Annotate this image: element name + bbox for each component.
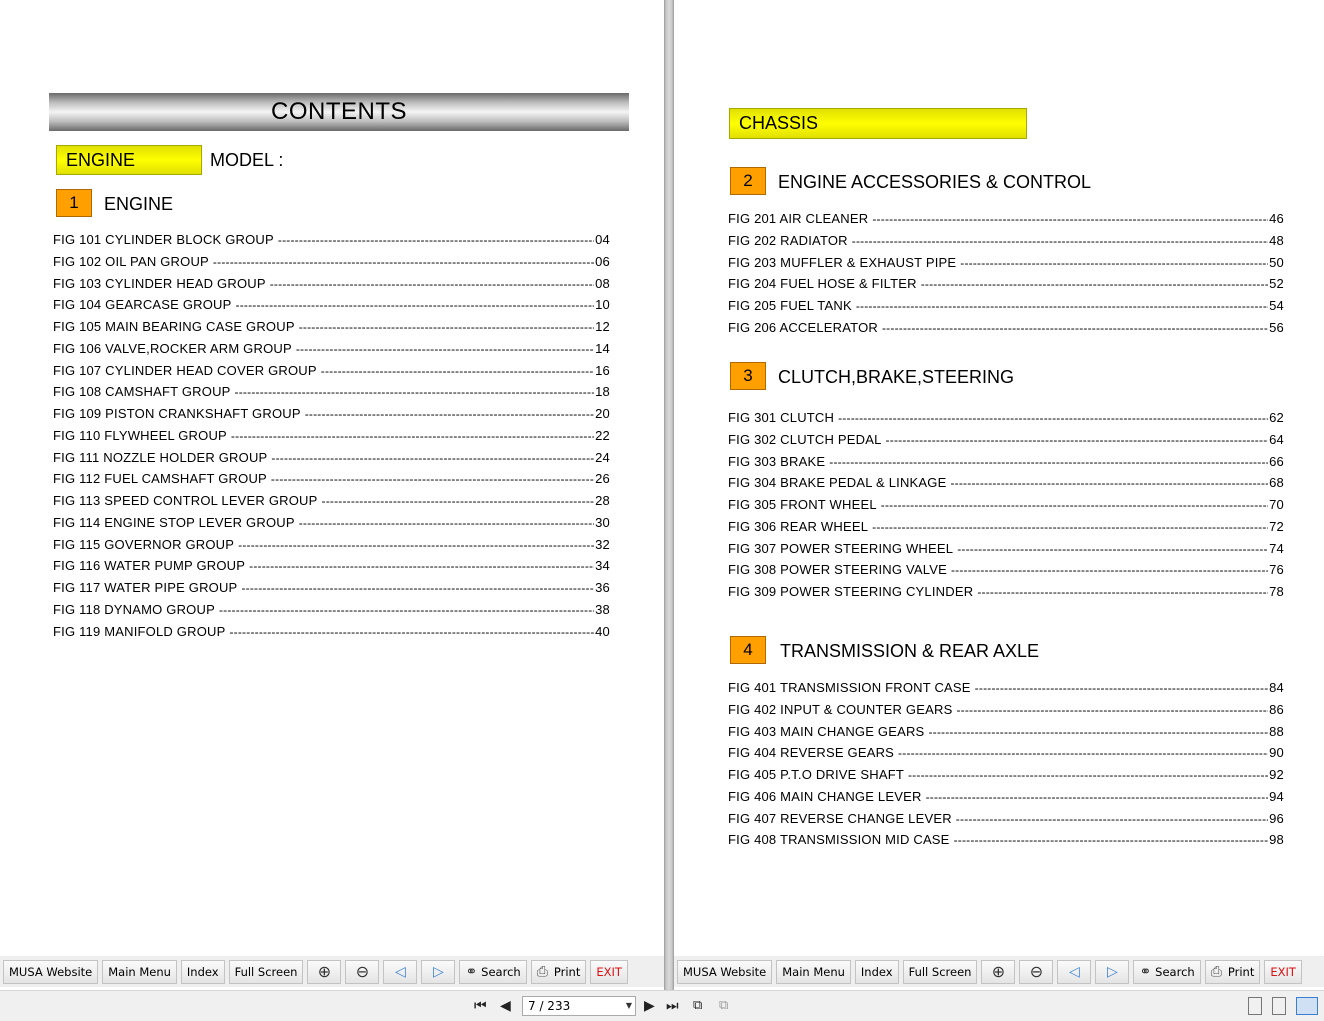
toc-entry-page: 30 bbox=[595, 514, 610, 530]
dot-leader bbox=[882, 320, 1268, 335]
toc-entry-page: 18 bbox=[595, 384, 610, 400]
section-title-clutch-brake-steering: CLUTCH,BRAKE,STEERING bbox=[778, 367, 1015, 387]
dot-leader bbox=[856, 298, 1268, 313]
toc-entry-label: FIG 301 CLUTCH bbox=[728, 410, 835, 425]
dot-leader bbox=[229, 624, 594, 639]
dot-leader bbox=[299, 319, 594, 334]
toc-entry-page: 24 bbox=[595, 449, 610, 465]
next-page-icon[interactable]: ▶ bbox=[644, 997, 655, 1013]
index-button[interactable]: Index bbox=[855, 960, 899, 984]
toc-entry-page: 08 bbox=[595, 275, 610, 291]
toc-entry[interactable] bbox=[728, 789, 1284, 811]
dot-leader bbox=[299, 515, 594, 530]
toc-entry-label: FIG 101 CYLINDER BLOCK GROUP bbox=[53, 232, 274, 247]
index-button[interactable]: Index bbox=[181, 960, 225, 984]
dot-leader bbox=[886, 432, 1269, 447]
toc-entry[interactable] bbox=[728, 320, 1284, 342]
toc-entry-label: FIG 108 CAMSHAFT GROUP bbox=[53, 384, 231, 400]
toc-entry[interactable] bbox=[53, 406, 610, 428]
zoom-out-icon: ⊖ bbox=[355, 962, 370, 981]
chassis-category-label: CHASSIS bbox=[729, 108, 1027, 139]
dot-leader bbox=[950, 475, 1268, 490]
toc-entry-page: 74 bbox=[1269, 540, 1284, 556]
toc-entry[interactable] bbox=[728, 811, 1284, 833]
zoom-in-button[interactable] bbox=[307, 960, 341, 984]
last-page-icon[interactable]: ⏭ bbox=[666, 997, 679, 1013]
toc-entry-label: FIG 201 AIR CLEANER bbox=[728, 211, 869, 226]
dot-leader bbox=[238, 537, 594, 552]
model-label: MODEL : bbox=[210, 150, 284, 170]
exit-button[interactable]: EXIT bbox=[1264, 960, 1302, 984]
page-toolbar-left bbox=[0, 956, 664, 987]
toc-entry[interactable] bbox=[728, 211, 1284, 233]
next-triangle-icon: ▷ bbox=[1107, 963, 1118, 980]
toc-entry-label: FIG 107 CYLINDER HEAD COVER GROUP bbox=[53, 362, 317, 378]
dot-leader bbox=[322, 493, 595, 508]
next-page-button[interactable] bbox=[421, 960, 455, 984]
binoculars-icon: ⚭ bbox=[465, 963, 478, 980]
toc-entry[interactable] bbox=[728, 454, 1284, 476]
page-indicator: 7 / 233 bbox=[528, 999, 571, 1013]
toc-entry-label: FIG 113 SPEED CONTROL LEVER GROUP bbox=[53, 493, 318, 508]
toc-list-section3 bbox=[728, 410, 1284, 606]
toc-entry-page: 88 bbox=[1269, 723, 1284, 739]
printer-icon: ⎙ bbox=[1210, 963, 1222, 980]
previous-page-button[interactable] bbox=[383, 960, 417, 984]
toc-entry-page: 92 bbox=[1269, 767, 1284, 782]
musa-website-button[interactable]: MUSA Website bbox=[3, 960, 98, 984]
continuous-view-icon[interactable] bbox=[1272, 997, 1286, 1015]
dot-leader bbox=[977, 584, 1268, 599]
zoom-in-icon: ⊕ bbox=[317, 962, 332, 981]
dot-leader bbox=[305, 406, 594, 421]
toc-entry-label: FIG 407 REVERSE CHANGE LEVER bbox=[728, 810, 952, 826]
dot-leader bbox=[928, 724, 1268, 739]
toc-entry-label: FIG 204 FUEL HOSE & FILTER bbox=[728, 276, 917, 292]
previous-page-icon[interactable]: ◀ bbox=[500, 997, 511, 1013]
toc-entry-page: 06 bbox=[595, 253, 610, 269]
dot-leader bbox=[231, 428, 594, 443]
toc-entry-page: 86 bbox=[1269, 701, 1284, 717]
toc-entry[interactable] bbox=[53, 363, 610, 385]
toc-entry[interactable] bbox=[53, 624, 610, 646]
toc-entry[interactable] bbox=[728, 541, 1284, 563]
toc-entry-label: FIG 111 NOZZLE HOLDER GROUP bbox=[53, 449, 268, 465]
next-triangle-icon: ▷ bbox=[433, 963, 444, 980]
dot-leader bbox=[852, 233, 1268, 248]
dot-leader bbox=[872, 211, 1268, 226]
toc-entry-page: 50 bbox=[1269, 254, 1284, 270]
toc-entry-label: FIG 308 POWER STEERING VALVE bbox=[728, 562, 947, 578]
toc-entry-page: 20 bbox=[595, 406, 610, 421]
search-button-label: Search bbox=[481, 964, 521, 979]
toc-entry-page: 54 bbox=[1269, 298, 1284, 313]
toc-entry-page: 66 bbox=[1269, 453, 1284, 469]
toc-entry[interactable] bbox=[53, 276, 610, 298]
dot-leader bbox=[956, 811, 1268, 826]
toc-entry[interactable] bbox=[53, 428, 610, 450]
dot-leader bbox=[921, 276, 1268, 291]
toc-entry-label: FIG 403 MAIN CHANGE GEARS bbox=[728, 723, 925, 739]
toc-entry-label: FIG 105 MAIN BEARING CASE GROUP bbox=[53, 319, 295, 334]
go-back-view-icon[interactable]: ⧉ bbox=[693, 997, 703, 1012]
toc-entry-label: FIG 104 GEARCASE GROUP bbox=[53, 297, 232, 313]
toc-entry[interactable] bbox=[53, 493, 610, 515]
dot-leader bbox=[881, 497, 1268, 512]
toc-entry[interactable] bbox=[53, 515, 610, 537]
toc-entry[interactable] bbox=[728, 475, 1284, 497]
toc-entry[interactable] bbox=[728, 562, 1284, 584]
musa-website-button[interactable]: MUSA Website bbox=[677, 960, 772, 984]
toc-entry[interactable] bbox=[728, 832, 1284, 854]
dot-leader bbox=[241, 580, 594, 595]
toc-entry[interactable] bbox=[53, 602, 610, 624]
toc-entry-label: FIG 110 FLYWHEEL GROUP bbox=[53, 427, 227, 443]
section-number-2: 2 bbox=[730, 167, 766, 195]
toc-entry-page: 14 bbox=[595, 340, 610, 356]
two-page-view-icon[interactable] bbox=[1296, 997, 1318, 1015]
toc-entry-page: 90 bbox=[1269, 745, 1284, 761]
dot-leader bbox=[213, 254, 594, 269]
toc-list-section4 bbox=[728, 680, 1284, 854]
dot-leader bbox=[271, 471, 594, 486]
dot-leader bbox=[898, 745, 1268, 760]
toc-entry-label: FIG 405 P.T.O DRIVE SHAFT bbox=[728, 767, 904, 782]
toc-entry-label: FIG 112 FUEL CAMSHAFT GROUP bbox=[53, 471, 267, 487]
toc-entry-page: 22 bbox=[595, 427, 610, 443]
zoom-in-button[interactable] bbox=[981, 960, 1015, 984]
toc-entry-label: FIG 117 WATER PIPE GROUP bbox=[53, 580, 238, 595]
toc-entry[interactable] bbox=[53, 558, 610, 580]
toc-entry-page: 72 bbox=[1269, 518, 1284, 534]
toc-entry[interactable] bbox=[728, 432, 1284, 454]
dot-leader bbox=[926, 789, 1269, 804]
toc-entry-label: FIG 408 TRANSMISSION MID CASE bbox=[728, 832, 950, 848]
toc-entry-label: FIG 305 FRONT WHEEL bbox=[728, 497, 877, 512]
toc-entry-page: 38 bbox=[595, 601, 610, 617]
first-page-icon[interactable]: ⏮ bbox=[474, 997, 487, 1013]
toc-entry-label: FIG 306 REAR WHEEL bbox=[728, 518, 869, 534]
toc-entry-label: FIG 116 WATER PUMP GROUP bbox=[53, 558, 246, 574]
toc-entry[interactable] bbox=[728, 745, 1284, 767]
dot-leader bbox=[270, 276, 594, 291]
dot-leader bbox=[908, 767, 1268, 782]
toc-entry-page: 52 bbox=[1269, 276, 1284, 292]
toc-entry[interactable] bbox=[728, 584, 1284, 606]
section-number-4: 4 bbox=[730, 636, 766, 664]
toc-entry[interactable] bbox=[728, 702, 1284, 724]
toc-entry[interactable] bbox=[53, 319, 610, 341]
print-button[interactable] bbox=[1205, 960, 1261, 984]
print-button[interactable] bbox=[531, 960, 587, 984]
toc-entry-page: 78 bbox=[1269, 584, 1284, 599]
toc-entry[interactable] bbox=[728, 255, 1284, 277]
toc-entry-page: 32 bbox=[595, 536, 610, 552]
exit-button[interactable]: EXIT bbox=[590, 960, 628, 984]
toc-entry-label: FIG 402 INPUT & COUNTER GEARS bbox=[728, 701, 953, 717]
dot-leader bbox=[872, 519, 1268, 534]
toc-entry-page: 94 bbox=[1269, 788, 1284, 804]
toc-entry-page: 84 bbox=[1269, 680, 1284, 695]
toc-list-section1 bbox=[53, 232, 610, 645]
toc-entry[interactable] bbox=[53, 537, 610, 559]
toc-entry-page: 28 bbox=[595, 493, 610, 508]
toc-entry[interactable] bbox=[728, 680, 1284, 702]
toc-entry-label: FIG 103 CYLINDER HEAD GROUP bbox=[53, 275, 266, 291]
engine-category-label: ENGINE bbox=[56, 145, 202, 175]
single-page-view-icon[interactable] bbox=[1248, 997, 1262, 1015]
toc-list-section2 bbox=[728, 211, 1284, 342]
toc-entry-page: 98 bbox=[1269, 832, 1284, 848]
toc-entry-label: FIG 203 MUFFLER & EXHAUST PIPE bbox=[728, 254, 957, 270]
toc-entry-page: 70 bbox=[1269, 497, 1284, 512]
toc-entry[interactable] bbox=[728, 724, 1284, 746]
dot-leader bbox=[249, 558, 594, 573]
toc-entry-page: 56 bbox=[1269, 319, 1284, 335]
search-button[interactable] bbox=[1133, 960, 1200, 984]
main-menu-button[interactable]: Main Menu bbox=[102, 960, 177, 984]
previous-page-button[interactable] bbox=[1057, 960, 1091, 984]
dot-leader bbox=[829, 454, 1268, 469]
toc-entry[interactable] bbox=[53, 471, 610, 493]
toc-entry-label: FIG 109 PISTON CRANKSHAFT GROUP bbox=[53, 406, 301, 421]
toc-entry[interactable] bbox=[728, 233, 1284, 255]
page-number-field[interactable] bbox=[522, 996, 636, 1016]
toc-entry[interactable] bbox=[728, 497, 1284, 519]
dot-leader bbox=[296, 341, 594, 356]
toc-entry[interactable] bbox=[728, 298, 1284, 320]
section-title-engine: ENGINE bbox=[104, 194, 174, 214]
dot-leader bbox=[271, 450, 594, 465]
main-menu-button[interactable]: Main Menu bbox=[776, 960, 851, 984]
toc-entry-page: 40 bbox=[595, 623, 610, 639]
page-divider bbox=[664, 0, 674, 990]
toc-entry-page: 68 bbox=[1269, 475, 1284, 491]
search-button[interactable] bbox=[459, 960, 526, 984]
toc-entry-page: 48 bbox=[1269, 232, 1284, 248]
dot-leader bbox=[235, 384, 595, 399]
zoom-in-icon: ⊕ bbox=[991, 962, 1006, 981]
toc-entry[interactable] bbox=[728, 410, 1284, 432]
toc-entry-label: FIG 309 POWER STEERING CYLINDER bbox=[728, 584, 974, 599]
toc-entry-label: FIG 119 MANIFOLD GROUP bbox=[53, 623, 226, 639]
toc-entry[interactable] bbox=[728, 767, 1284, 789]
full-screen-button[interactable]: Full Screen bbox=[903, 960, 978, 984]
zoom-out-button[interactable] bbox=[345, 960, 379, 984]
toc-entry-page: 10 bbox=[595, 297, 610, 313]
toc-entry-label: FIG 118 DYNAMO GROUP bbox=[53, 601, 215, 617]
section-title-transmission: TRANSMISSION & REAR AXLE bbox=[780, 641, 1040, 661]
toc-entry[interactable] bbox=[728, 276, 1284, 298]
binoculars-icon: ⚭ bbox=[1139, 963, 1152, 980]
toc-entry[interactable] bbox=[53, 232, 610, 254]
prev-triangle-icon: ◁ bbox=[395, 963, 406, 980]
next-page-button[interactable] bbox=[1095, 960, 1129, 984]
toc-entry-page: 26 bbox=[595, 471, 610, 487]
toc-entry-page: 34 bbox=[595, 558, 610, 574]
dot-leader bbox=[236, 297, 595, 312]
viewer-status-bar bbox=[0, 990, 1324, 1021]
toc-entry-page: 96 bbox=[1269, 810, 1284, 826]
toc-entry[interactable] bbox=[53, 297, 610, 319]
section-number-3: 3 bbox=[730, 362, 766, 390]
toc-entry-label: FIG 401 TRANSMISSION FRONT CASE bbox=[728, 680, 971, 695]
toc-entry-label: FIG 202 RADIATOR bbox=[728, 232, 848, 248]
print-button-label: Print bbox=[1227, 964, 1255, 979]
toc-entry-label: FIG 102 OIL PAN GROUP bbox=[53, 253, 209, 269]
toc-entry-label: FIG 106 VALVE,ROCKER ARM GROUP bbox=[53, 340, 292, 356]
toc-entry-page: 46 bbox=[1269, 211, 1284, 226]
toc-entry-label: FIG 302 CLUTCH PEDAL bbox=[728, 431, 882, 447]
dot-leader bbox=[278, 232, 594, 247]
toc-entry-label: FIG 404 REVERSE GEARS bbox=[728, 745, 895, 761]
prev-triangle-icon: ◁ bbox=[1069, 963, 1080, 980]
toc-entry-page: 36 bbox=[595, 580, 610, 595]
toc-entry[interactable] bbox=[728, 519, 1284, 541]
toc-entry[interactable] bbox=[53, 254, 610, 276]
toc-entry-page: 76 bbox=[1269, 562, 1284, 578]
document-page-right bbox=[674, 0, 1324, 956]
dot-leader bbox=[219, 602, 594, 617]
full-screen-button[interactable]: Full Screen bbox=[229, 960, 304, 984]
toc-entry[interactable] bbox=[53, 580, 610, 602]
zoom-out-button[interactable] bbox=[1019, 960, 1053, 984]
section-number-1: 1 bbox=[56, 189, 92, 217]
dot-leader bbox=[951, 562, 1268, 577]
toc-entry-page: 16 bbox=[595, 362, 610, 378]
dot-leader bbox=[838, 410, 1268, 425]
dot-leader bbox=[321, 363, 594, 378]
dot-leader bbox=[954, 832, 1269, 847]
print-button-label: Print bbox=[553, 964, 581, 979]
toc-entry-page: 62 bbox=[1269, 410, 1284, 425]
toc-entry-page: 12 bbox=[595, 319, 610, 334]
search-button-label: Search bbox=[1155, 964, 1195, 979]
page-toolbar-right bbox=[674, 956, 1324, 987]
contents-title: CONTENTS bbox=[49, 93, 629, 131]
zoom-out-icon: ⊖ bbox=[1029, 962, 1044, 981]
toc-entry-label: FIG 205 FUEL TANK bbox=[728, 298, 852, 313]
printer-icon: ⎙ bbox=[536, 963, 548, 980]
toc-entry-label: FIG 115 GOVERNOR GROUP bbox=[53, 536, 235, 552]
document-page-left bbox=[0, 0, 664, 956]
dot-leader bbox=[975, 680, 1268, 695]
toc-entry-page: 64 bbox=[1269, 431, 1284, 447]
toc-entry-label: FIG 304 BRAKE PEDAL & LINKAGE bbox=[728, 475, 947, 491]
toc-entry[interactable] bbox=[53, 384, 610, 406]
section-title-engine-accessories: ENGINE ACCESSORIES & CONTROL bbox=[778, 172, 1092, 192]
toc-entry[interactable] bbox=[53, 450, 610, 472]
toc-entry-label: FIG 303 BRAKE bbox=[728, 453, 826, 469]
toc-entry-label: FIG 406 MAIN CHANGE LEVER bbox=[728, 788, 922, 804]
toc-entry[interactable] bbox=[53, 341, 610, 363]
toc-entry-page: 04 bbox=[595, 232, 610, 247]
dot-leader bbox=[956, 702, 1268, 717]
chevron-down-icon[interactable]: ▼ bbox=[625, 1001, 632, 1010]
dot-leader bbox=[957, 541, 1268, 556]
toc-entry-label: FIG 307 POWER STEERING WHEEL bbox=[728, 540, 954, 556]
toc-entry-label: FIG 114 ENGINE STOP LEVER GROUP bbox=[53, 514, 295, 530]
go-forward-view-icon[interactable]: ⧉ bbox=[719, 997, 729, 1012]
toc-entry-label: FIG 206 ACCELERATOR bbox=[728, 319, 878, 335]
dot-leader bbox=[960, 255, 1268, 270]
